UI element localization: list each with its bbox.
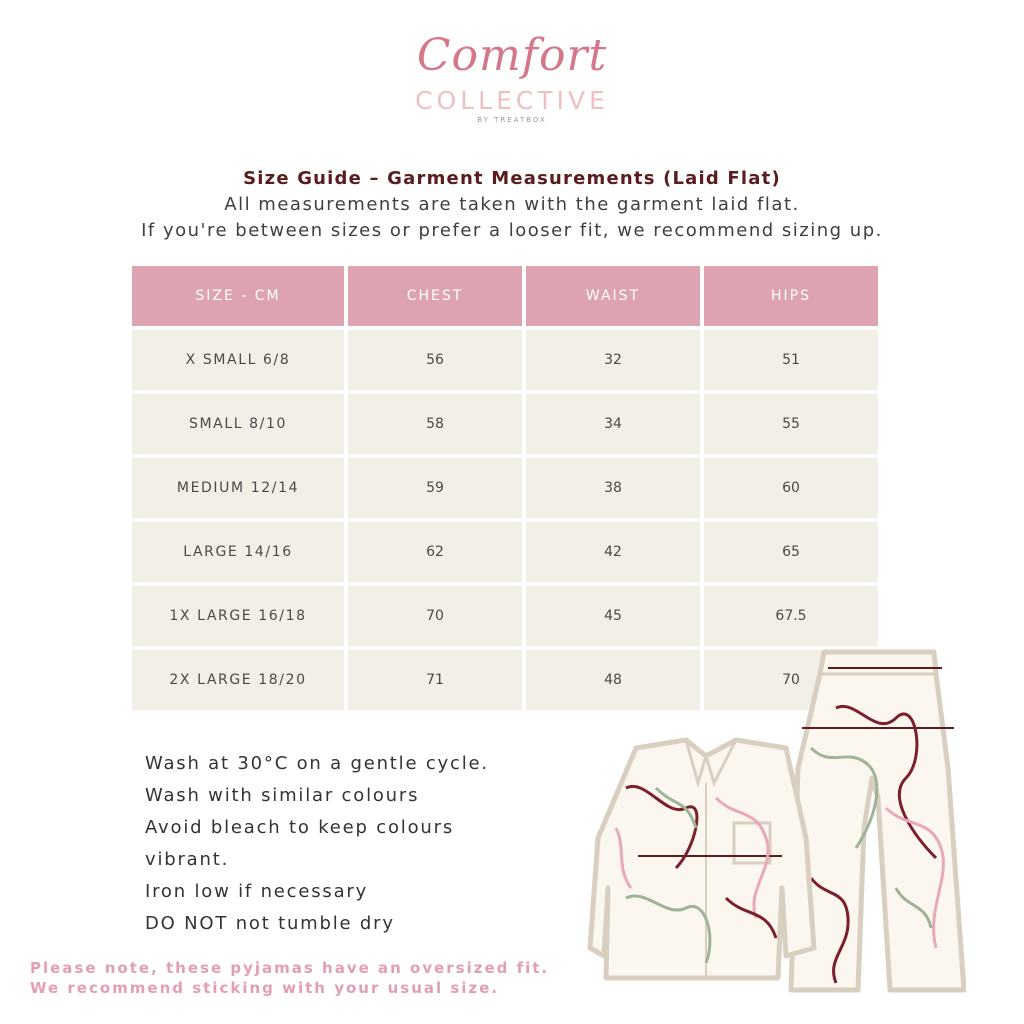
size-guide-subtitle-2: If you're between sizes or prefer a looser fit, we recommend sizing up. — [141, 220, 883, 241]
logo-script: Comfort — [416, 30, 608, 81]
cell-hips: 55 — [704, 394, 878, 454]
header-size: SIZE - CM — [132, 266, 344, 326]
logo-byline: BY TREATBOX — [477, 116, 547, 124]
cell-waist: 38 — [526, 458, 700, 518]
care-line: DO NOT not tumble dry — [145, 913, 395, 934]
cell-hips: 51 — [704, 330, 878, 390]
cell-waist: 42 — [526, 522, 700, 582]
header-chest: CHEST — [348, 266, 522, 326]
cell-chest: 70 — [348, 586, 522, 646]
fit-note-line-2: We recommend sticking with your usual size. — [30, 979, 500, 997]
cell-chest: 56 — [348, 330, 522, 390]
brand-logo — [400, 28, 624, 124]
fit-note-line-1: Please note, these pyjamas have an oversized fit. — [30, 959, 550, 977]
cell-hips: 67.5 — [704, 586, 878, 646]
cell-size: SMALL 8/10 — [132, 394, 344, 454]
cell-hips: 65 — [704, 522, 878, 582]
size-guide-title: Size Guide – Garment Measurements (Laid Flat) — [243, 168, 781, 189]
pyjama-shirt-icon — [590, 740, 814, 978]
care-instructions — [145, 748, 489, 940]
cell-waist: 45 — [526, 586, 700, 646]
care-line: Wash with similar colours — [145, 785, 420, 806]
cell-hips: 60 — [704, 458, 878, 518]
cell-size: LARGE 14/16 — [132, 522, 344, 582]
header-waist: WAIST — [526, 266, 700, 326]
care-line: Wash at 30°C on a gentle cycle. — [145, 753, 489, 774]
care-line: Avoid bleach to keep colours — [145, 817, 455, 838]
size-table — [132, 266, 878, 710]
cell-waist: 48 — [526, 650, 700, 710]
cell-chest: 59 — [348, 458, 522, 518]
header-hips: HIPS — [704, 266, 878, 326]
logo-wordmark: COLLECTIVE — [415, 86, 609, 115]
cell-chest: 58 — [348, 394, 522, 454]
cell-hips: 70 — [704, 650, 878, 710]
cell-waist: 34 — [526, 394, 700, 454]
cell-size: 2X LARGE 18/20 — [132, 650, 344, 710]
pyjama-trousers-icon — [791, 652, 964, 990]
fit-note — [30, 958, 549, 998]
cell-waist: 32 — [526, 330, 700, 390]
cell-size: MEDIUM 12/14 — [132, 458, 344, 518]
cell-chest: 71 — [348, 650, 522, 710]
cell-size: X SMALL 6/8 — [132, 330, 344, 390]
pyjama-set-illustration — [586, 648, 966, 998]
care-line: vibrant. — [145, 849, 230, 870]
cell-chest: 62 — [348, 522, 522, 582]
cell-size: 1X LARGE 16/18 — [132, 586, 344, 646]
size-guide-subtitle-1: All measurements are taken with the garment laid flat. — [224, 194, 800, 215]
care-line: Iron low if necessary — [145, 881, 369, 902]
